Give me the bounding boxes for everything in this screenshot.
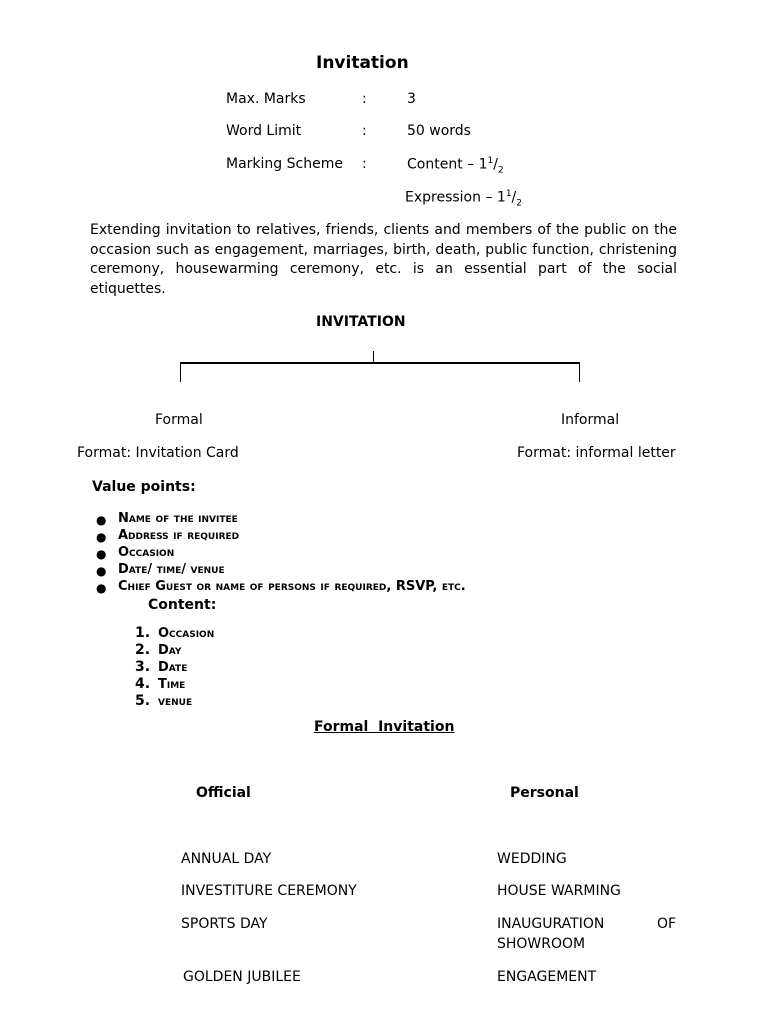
content-number: 2. (135, 642, 151, 658)
content-number: 5. (135, 693, 151, 709)
value-point-item: Date/ time/ venue (118, 562, 225, 577)
value-point-item: Chief Guest or name of persons if required, RSVP, etc. (118, 579, 466, 594)
expression-marks-sub: 2 (516, 198, 522, 209)
value-points-heading: Value points: (92, 479, 196, 495)
content-number: 1. (135, 625, 151, 641)
value-point-item: Address if required (118, 528, 240, 543)
formal-invitation-heading: Formal Invitation (314, 719, 455, 735)
diagram-left-drop (180, 362, 181, 382)
max-marks-colon: : (362, 91, 367, 107)
bullet-icon: ● (96, 530, 107, 544)
official-heading: Official (196, 785, 251, 801)
value-point-item: Occasion (118, 545, 175, 560)
diagram-root-label: INVITATION (316, 314, 406, 330)
personal-item: WEDDING (497, 851, 567, 867)
content-item: Day (158, 643, 182, 658)
diagram-branch-line (180, 362, 580, 364)
content-number: 3. (135, 659, 151, 675)
diagram-right-drop (579, 362, 580, 382)
official-item: ANNUAL DAY (181, 851, 272, 867)
diagram-informal-label: Informal (561, 412, 620, 428)
bullet-icon: ● (96, 547, 107, 561)
bullet-icon: ● (96, 581, 107, 595)
personal-item: HOUSE WARMING (497, 883, 621, 899)
diagram-formal-format: Format: Invitation Card (77, 445, 239, 461)
bullet-icon: ● (96, 564, 107, 578)
content-item: Occasion (158, 626, 215, 641)
content-item: venue (158, 694, 193, 709)
word-limit-value: 50 words (407, 123, 471, 139)
diagram-informal-format: Format: informal letter (517, 445, 676, 461)
content-marks-text: Content – 1 (407, 156, 488, 173)
intro-paragraph: Extending invitation to relatives, friends, clients and members of the public on the occasion such as engagement, marriages, birth, death, public function, christening ceremony, housewarming ceremony, etc. is an essential part of the social etiquettes. (90, 222, 677, 298)
marking-scheme-value: Content – $1^1/_2$ (407, 156, 504, 176)
content-marks-sup: 1 (487, 156, 494, 166)
max-marks-label: Max. Marks (226, 91, 306, 107)
content-item: Time (158, 677, 186, 692)
content-heading: Content: (148, 597, 217, 613)
official-item: GOLDEN JUBILEE (183, 969, 301, 985)
personal-item: INAUGURATION (497, 916, 605, 932)
content-number: 4. (135, 676, 151, 692)
diagram-formal-label: Formal (155, 412, 203, 428)
expression-marks-text: Expression – 1 (405, 189, 506, 206)
word-limit-label: Word Limit (226, 123, 302, 139)
marking-scheme-colon: : (362, 156, 367, 172)
value-point-item: Name of the invitee (118, 511, 238, 526)
official-item: INVESTITURE CEREMONY (181, 883, 357, 899)
content-marks-sub: 2 (497, 165, 504, 176)
expression-marks: Expression – $1^1/_2$ (405, 189, 522, 209)
personal-item: ENGAGEMENT (497, 969, 597, 985)
marking-scheme-label: Marking Scheme (226, 156, 343, 172)
personal-item: SHOWROOM (497, 936, 586, 952)
content-item: Date (158, 660, 188, 675)
page-title: Invitation (316, 53, 409, 73)
personal-heading: Personal (510, 785, 579, 801)
word-limit-colon: : (362, 123, 367, 139)
max-marks-value: 3 (407, 91, 416, 107)
expression-marks-sup: 1 (505, 189, 512, 199)
bullet-icon: ● (96, 513, 107, 527)
official-item: SPORTS DAY (181, 916, 268, 932)
personal-item: OF (657, 916, 677, 932)
